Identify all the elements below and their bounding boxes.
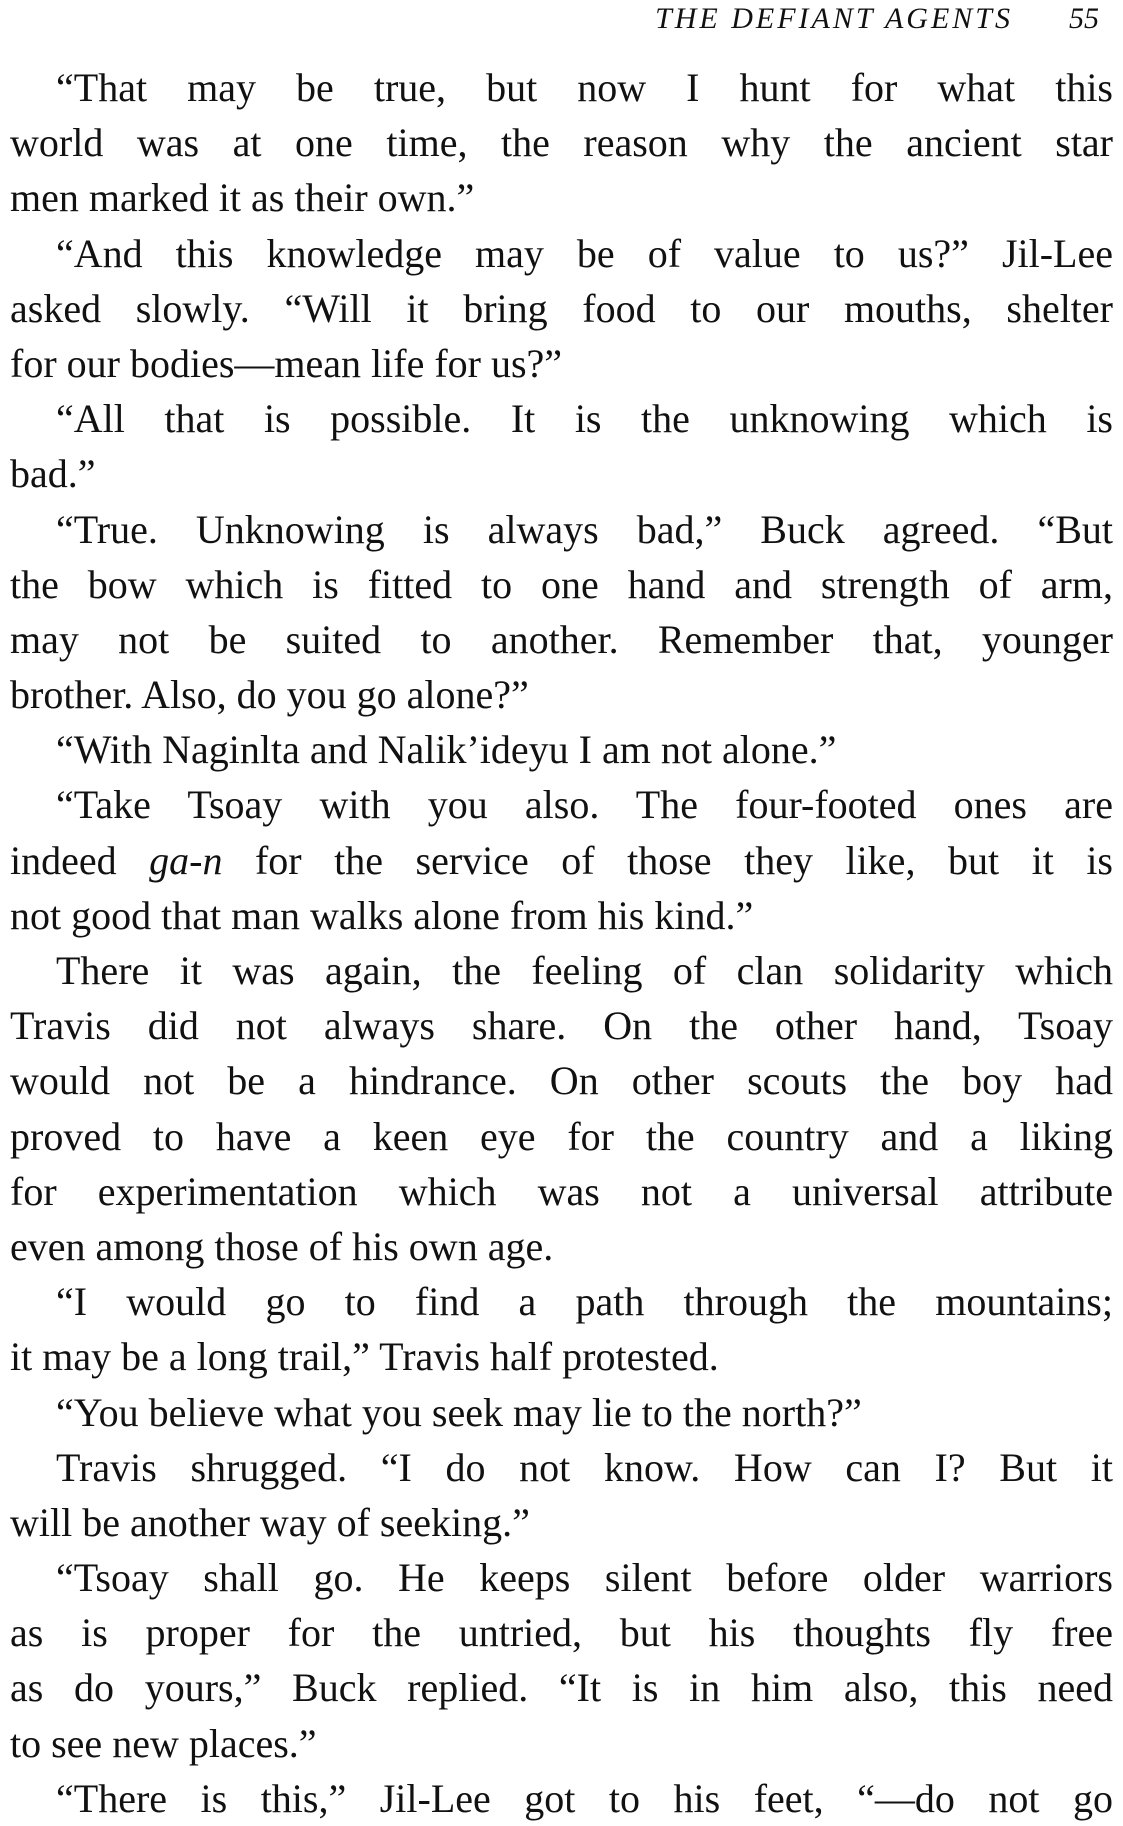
text-line: it may be a long trail,” Travis half protested. xyxy=(10,1334,719,1380)
text-line: brother. Also, do you go alone?” xyxy=(10,672,529,718)
text-line: “There is this,” Jil-Lee got to his feet, “—do not go xyxy=(56,1775,1113,1821)
text-line: “All that is possible. It is the unknowing which is xyxy=(56,396,1113,442)
text-line: asked slowly. “Will it bring food to our mouths, shelter xyxy=(10,285,1113,331)
text-line: bad.” xyxy=(10,451,96,497)
text-line: Travis did not always share. On the other hand, Tsoay xyxy=(10,1003,1113,1049)
text-line: There it was again, the feeling of clan solidarity which xyxy=(56,948,1113,993)
running-head xyxy=(655,2,1099,42)
text-line: for experimentation which was not a universal attribute xyxy=(10,1168,1113,1214)
text-line: “Take Tsoay with you also. The four-footed ones are xyxy=(56,782,1113,828)
text-segment: for the service of those they like, but it is xyxy=(222,837,1114,883)
text-segment: indeed xyxy=(10,837,150,883)
page-number: 55 xyxy=(1069,2,1099,35)
text-line: as do yours,” Buck replied. “It is in him also, this need xyxy=(10,1665,1113,1711)
text-line: “True. Unknowing is always bad,” Buck agreed. “But xyxy=(56,506,1113,552)
text-line: “And this knowledge may be of value to us?” Jil-Lee xyxy=(56,230,1113,276)
text-line: Travis shrugged. “I do not know. How can I? But it xyxy=(56,1444,1113,1490)
text-line: would not be a hindrance. On other scouts the boy had xyxy=(10,1058,1113,1104)
text-line: proved to have a keen eye for the country and a liking xyxy=(10,1113,1113,1159)
text-line: may not be suited to another. Remember that, younger xyxy=(10,616,1113,662)
book-page xyxy=(10,0,1113,1821)
text-line: world was at one time, the reason why the ancient star xyxy=(10,120,1113,166)
text-line: not good that man walks alone from his kind.” xyxy=(10,892,754,938)
text-line: “With Naginlta and Nalik’ideyu I am not alone.” xyxy=(56,727,837,773)
text-line: “Tsoay shall go. He keeps silent before older warriors xyxy=(56,1555,1113,1601)
text-line xyxy=(10,833,1113,888)
text-line: “That may be true, but now I hunt for what this xyxy=(56,65,1113,110)
text-line: even among those of his own age. xyxy=(10,1223,554,1269)
text-line: for our bodies—mean life for us?” xyxy=(10,340,563,386)
text-line: to see new places.” xyxy=(10,1720,317,1766)
text-line: as is proper for the untried, but his thoughts fly free xyxy=(10,1610,1113,1656)
text-line: “You believe what you seek may lie to the north?” xyxy=(56,1389,862,1435)
text-line: the bow which is fitted to one hand and strength of arm, xyxy=(10,561,1113,607)
text-line: men marked it as their own.” xyxy=(10,175,475,221)
italic-word: ga-n xyxy=(149,837,223,883)
running-title: THE DEFIANT AGENTS xyxy=(655,2,1013,35)
text-line: will be another way of seeking.” xyxy=(10,1499,530,1545)
body-text xyxy=(10,60,1113,1826)
text-line: “I would go to find a path through the mountains; xyxy=(56,1279,1113,1325)
